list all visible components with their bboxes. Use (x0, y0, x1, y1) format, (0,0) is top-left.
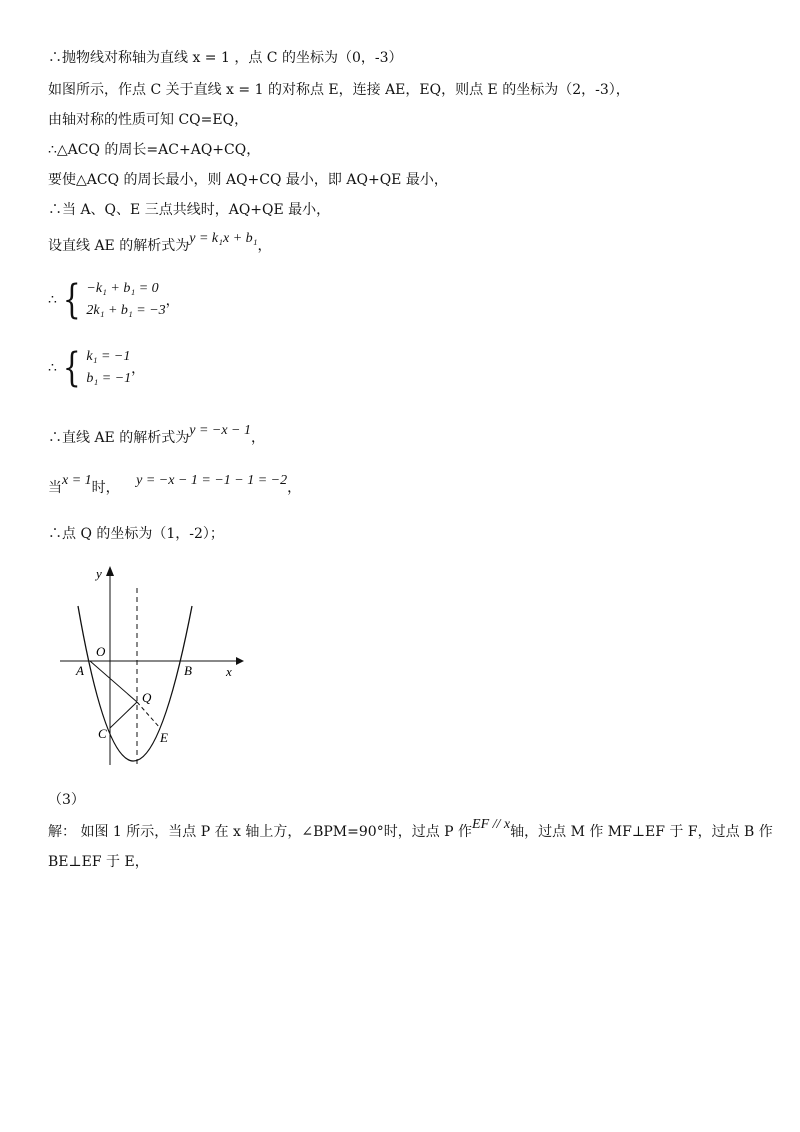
sys2-end: ， (131, 361, 146, 377)
sys2-eq2: b₁ = −1 (86, 371, 132, 386)
solution-text-a: 解： 如图 1 所示，当点 P 在 x 轴上方，∠BPM=90°时，过点 P 作 (48, 824, 473, 840)
equations-1 (86, 278, 165, 322)
line-cq-eq: 由轴对称的性质可知 CQ=EQ， (48, 112, 249, 128)
line-perimeter: ∴△ACQ 的周长=AC+AQ+CQ， (48, 142, 261, 158)
line-solution-end: BE⊥EF 于 E， (48, 854, 149, 870)
substitute-end: ， (287, 480, 302, 496)
parabola-curve (78, 606, 192, 761)
ae-result-text: ∴直线 AE 的解析式为 (48, 430, 190, 446)
label-y: y (96, 566, 102, 581)
equation-system-2 (48, 346, 145, 390)
line-axis-symmetry: ∴抛物线对称轴为直线 x = 1 ，点 C 的坐标为（0，-3） (48, 50, 403, 66)
ae-result-formula: y = −x − 1 (189, 423, 252, 438)
line-set-ae (48, 231, 272, 257)
line-collinear: ∴当 A、Q、E 三点共线时，AQ+QE 最小， (48, 202, 331, 218)
therefore-1: ∴ (48, 292, 57, 308)
line-ae-result (48, 423, 266, 449)
sys2-eq1: k₁ = −1 (86, 349, 131, 364)
label-b: B (184, 663, 192, 678)
label-q: Q (142, 690, 152, 705)
sys1-end: ， (165, 293, 180, 309)
substitute-x: x = 1 (62, 473, 92, 488)
solution-text-b: 轴，过点 M 作 MF⊥EF 于 F，过点 B 作 (510, 824, 773, 840)
label-o: O (96, 644, 106, 659)
segment-qe (137, 702, 160, 728)
set-ae-formula: y = k₁x + b₁ (189, 231, 258, 246)
set-ae-text: 设直线 AE 的解析式为 (48, 238, 190, 254)
x-axis-arrow (236, 657, 244, 665)
substitute-formula: y = −x − 1 = −1 − 1 = −2 (136, 473, 288, 488)
set-ae-end: ， (257, 238, 272, 254)
part-3-label: （3） (48, 792, 85, 808)
therefore-2: ∴ (48, 360, 57, 376)
label-c: C (98, 726, 107, 741)
parabola-figure (48, 560, 248, 770)
line-minimum: 要使△ACQ 的周长最小，则 AQ+CQ 最小，即 AQ+QE 最小， (48, 172, 448, 188)
equation-system-1 (48, 278, 180, 322)
substitute-time: 时， (91, 480, 120, 496)
label-e: E (160, 730, 168, 745)
ae-result-end: ， (251, 430, 266, 446)
segment-cq (110, 702, 137, 728)
sys1-eq2: 2k₁ + b₁ = −3 (86, 303, 166, 318)
line-q-coordinate: ∴点 Q 的坐标为（1，-2）； (48, 526, 224, 542)
line-symmetric-point: 如图所示，作点 C 关于直线 x = 1 的对称点 E，连接 AE，EQ，则点 E 的坐标为（2，-3）， (48, 82, 630, 98)
brace-1: { (62, 277, 81, 323)
brace-2: { (62, 345, 81, 391)
label-a: A (76, 663, 84, 678)
line-substitute (48, 473, 302, 499)
y-axis-arrow (106, 566, 114, 576)
line-solution-start (48, 817, 773, 843)
solution-formula: EF // x (472, 817, 511, 832)
substitute-when: 当 (48, 480, 62, 496)
label-x: x (226, 664, 232, 679)
equations-2 (86, 346, 131, 390)
sys1-eq1: −k₁ + b₁ = 0 (86, 281, 159, 296)
